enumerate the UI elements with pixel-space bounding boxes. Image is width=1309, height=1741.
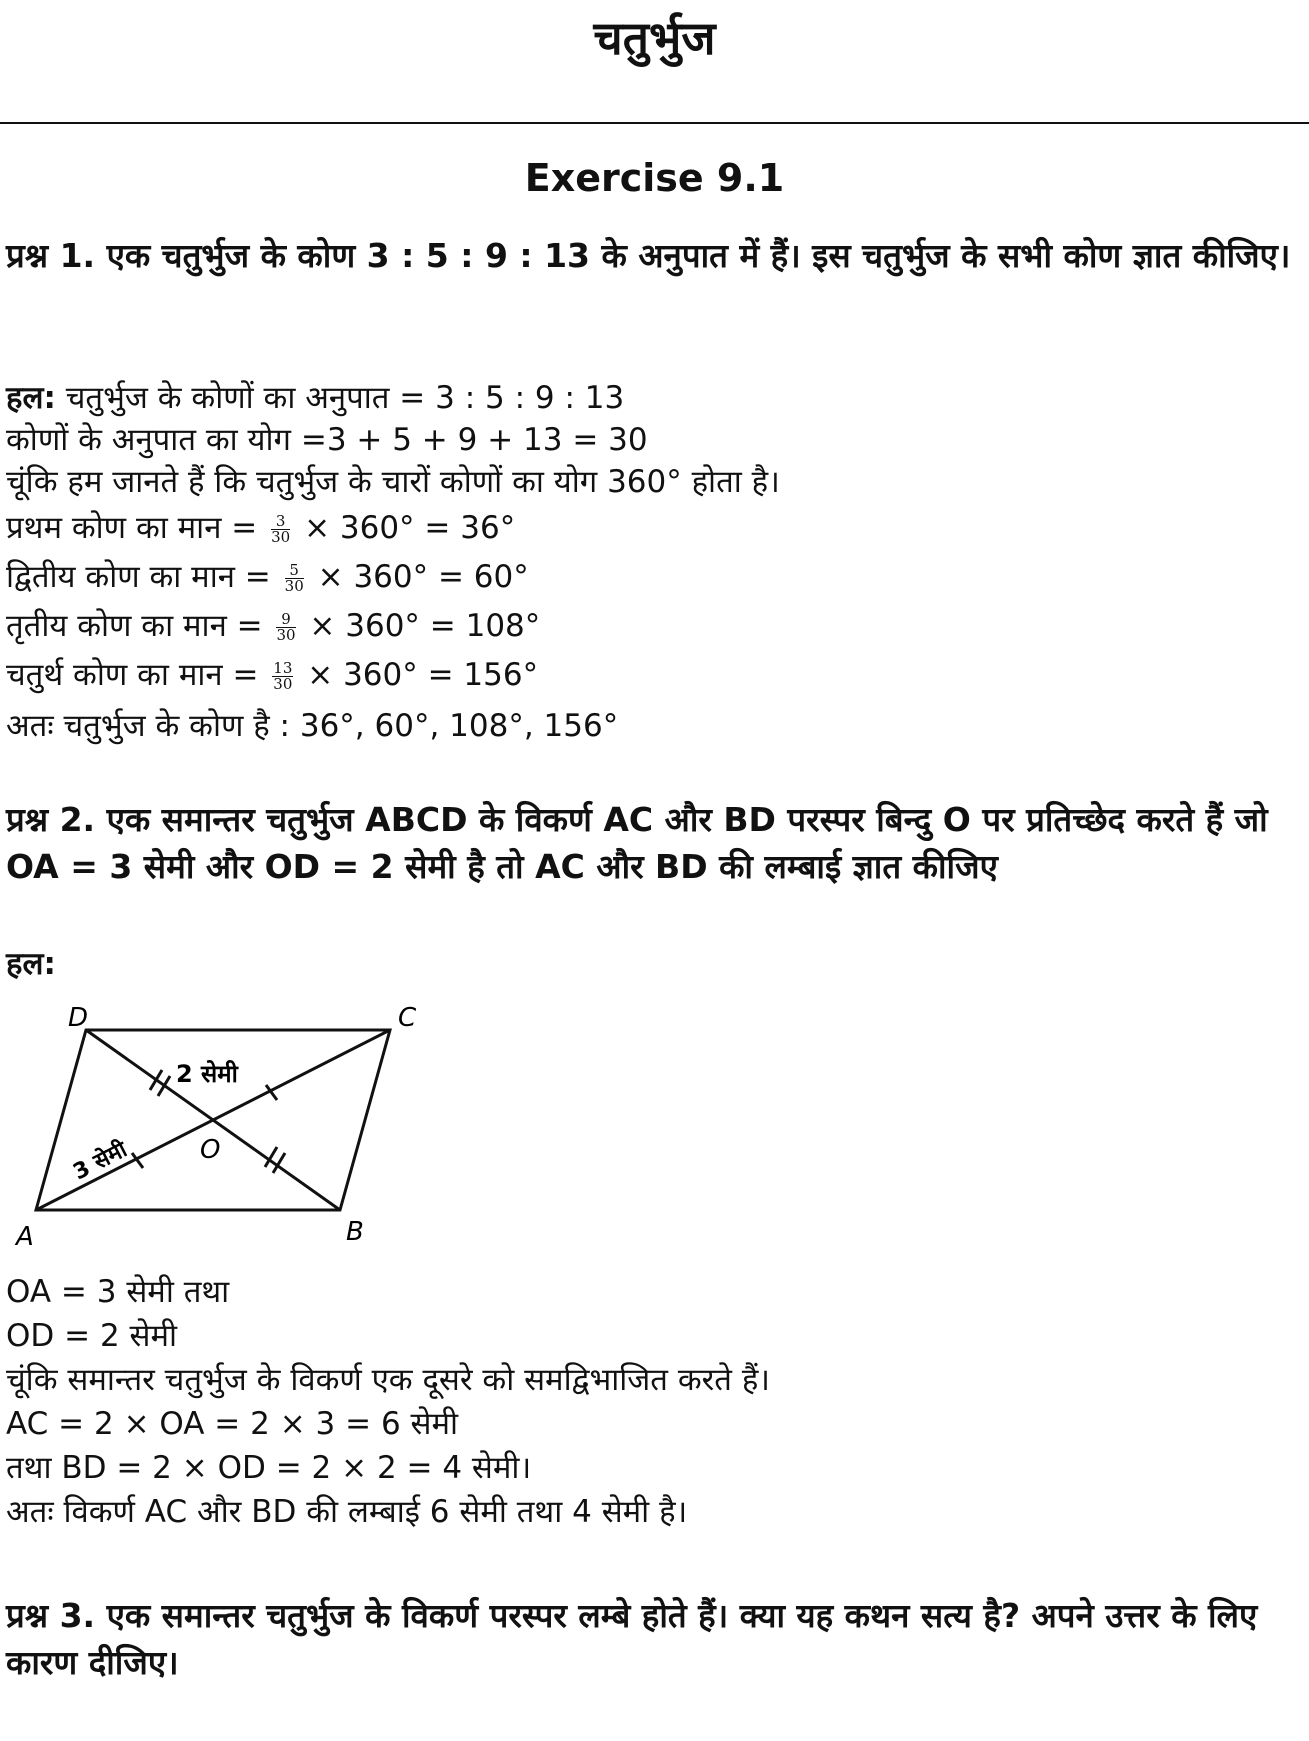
fraction <box>272 661 293 692</box>
fraction-denominator: 30 <box>284 577 304 595</box>
tick-mark <box>158 1076 170 1096</box>
vertex-label-d: D <box>68 1003 89 1033</box>
title-divider <box>0 122 1309 124</box>
od-length-label: 2 सेमी <box>176 1060 238 1088</box>
fraction-numerator: 13 <box>273 659 293 677</box>
center-label-o: O <box>200 1135 221 1165</box>
vertex-label-a: A <box>16 1222 34 1252</box>
q2-solution-label-line <box>6 944 56 984</box>
step-result: × 360° = 60° <box>317 559 529 595</box>
oa-length-label: 3 सेमी <box>69 1137 132 1186</box>
question-3: प्रश्न 3. एक समान्तर चतुर्भुज के विकर्ण परस्पर लम्बे होते हैं। क्या यह कथन सत्य है? अपने उत्तर के लिए कारण दीजिए। <box>6 1596 1258 1682</box>
q1-solution-label: हल: <box>6 380 56 416</box>
step-label: चतुर्थ कोण का मान = <box>6 657 259 693</box>
step-label: द्वितीय कोण का मान = <box>6 559 271 595</box>
step-result: × 360° = 36° <box>304 510 516 546</box>
q2-line-2: OD = 2 सेमी <box>6 1318 178 1354</box>
fraction <box>271 514 290 545</box>
q2-line-3: चूंकि समान्तर चतुर्भुज के विकर्ण एक दूसरे को समद्विभाजित करते हैं। <box>6 1362 771 1398</box>
q1-step-1 <box>6 508 515 548</box>
q1-step-2 <box>6 557 529 597</box>
page-title: चतुर्भुज <box>593 11 716 65</box>
step-result: × 360° = 156° <box>307 657 539 693</box>
step-label: तृतीय कोण का मान = <box>6 608 263 644</box>
fraction-denominator: 30 <box>273 675 293 693</box>
fraction <box>276 612 295 643</box>
q2-line-1: OA = 3 सेमी तथा <box>6 1274 230 1310</box>
q1-solution-line-3: चूंकि हम जानते हैं कि चतुर्भुज के चारों कोणों का योग 360° होता है। <box>6 464 780 500</box>
vertex-label-c: C <box>398 1003 417 1033</box>
q1-step-3 <box>6 606 540 646</box>
diagonal-bd <box>86 1030 340 1210</box>
question-1: प्रश्न 1. एक चतुर्भुज के कोण 3 : 5 : 9 : 13 के अनुपात में हैं। इस चतुर्भुज के सभी कोण ज्ञात कीजिए। <box>6 236 1291 275</box>
q2-line-6: अतः विकर्ण AC और BD की लम्बाई 6 सेमी तथा 4 सेमी है। <box>6 1494 688 1530</box>
fraction-denominator: 30 <box>276 626 296 644</box>
q2-solution-label: हल: <box>6 946 56 982</box>
parallelogram-figure <box>10 1000 430 1260</box>
step-label: प्रथम कोण का मान = <box>6 510 258 546</box>
tick-mark <box>150 1070 162 1090</box>
fraction-numerator: 5 <box>285 563 304 579</box>
step-result: × 360° = 108° <box>309 608 541 644</box>
q2-line-4: AC = 2 × OA = 2 × 3 = 6 सेमी <box>6 1406 459 1442</box>
q2-line-5: तथा BD = 2 × OD = 2 × 2 = 4 सेमी। <box>6 1450 532 1486</box>
exercise-heading: Exercise 9.1 <box>524 156 785 200</box>
fraction-numerator: 3 <box>271 514 290 530</box>
q1-solution-line-1 <box>6 378 624 418</box>
q1-solution-line-2: कोणों के अनुपात का योग =3 + 5 + 9 + 13 = 30 <box>6 422 648 458</box>
q1-conclusion: अतः चतुर्भुज के कोण है : 36°, 60°, 108°, 156° <box>6 708 619 744</box>
question-2: प्रश्न 2. एक समान्तर चतुर्भुज ABCD के विकर्ण AC और BD परस्पर बिन्दु O पर प्रतिच्छेद करते हैं जो OA = 3 सेमी और OD = 2 सेमी है तो AC और BD की लम्बाई ज्ञात कीजिए <box>6 800 1268 886</box>
q1-ratio-text: चतुर्भुज के कोणों का अनुपात = 3 : 5 : 9 : 13 <box>55 380 625 416</box>
fraction-denominator: 30 <box>271 528 291 546</box>
fraction-numerator: 9 <box>276 612 295 628</box>
vertex-label-b: B <box>346 1217 364 1247</box>
fraction <box>285 563 304 594</box>
q1-step-4 <box>6 655 538 695</box>
